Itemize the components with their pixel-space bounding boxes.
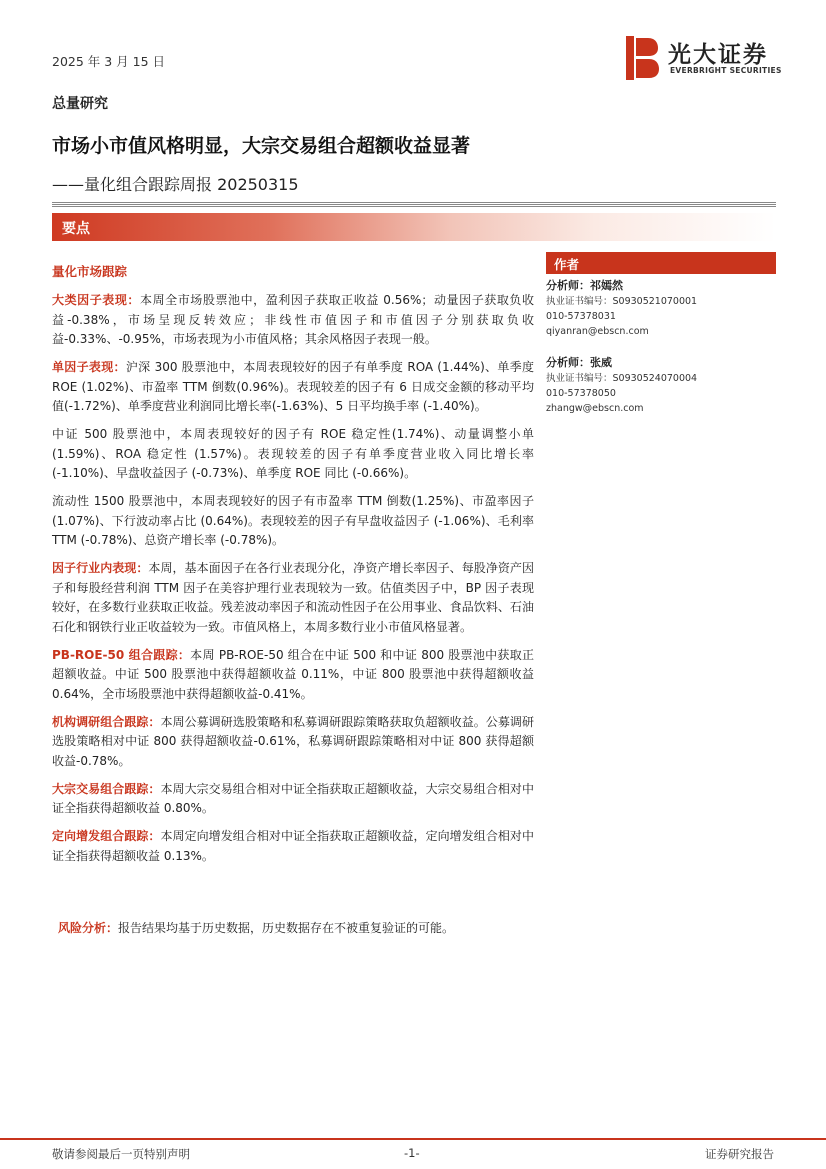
paragraph-industry-factors <box>52 559 534 637</box>
paragraph-major-factors <box>52 291 534 350</box>
analyst-phone: 010-57378050 <box>546 388 616 399</box>
report-subtitle: ——量化组合跟踪周报 20250315 <box>52 175 299 194</box>
brand-logo <box>626 36 782 80</box>
keypoints-banner <box>52 213 776 241</box>
paragraph-label: 机构调研组合跟踪： <box>52 714 161 729</box>
paragraph-text: 本周全市场股票池中，盈利因子获取正收益 0.56%；动量因子获取负收益-0.38%，市场呈现反转效应；非线性市值因子和市值因子分别获取负收益-0.33%、-0.95%，市场表现为小市值风格；其余风格因子表现一般。 <box>52 293 534 346</box>
footer-disclaimer: 敬请参阅最后一页特别声明 <box>52 1147 190 1161</box>
paragraph-label: PB-ROE-50 组合跟踪： <box>52 647 191 662</box>
paragraph-pb-roe-50 <box>52 646 534 705</box>
paragraph-single-factor-hs300 <box>52 358 534 417</box>
paragraph-label: 定向增发组合跟踪： <box>52 829 161 843</box>
footer-divider <box>0 1138 826 1140</box>
analyst-card <box>546 355 776 416</box>
report-title: 市场小市值风格明显，大宗交易组合超额收益显著 <box>52 135 471 157</box>
logo-english-name: EVERBRIGHT SECURITIES <box>670 66 782 75</box>
paragraph-text: 沪深 300 股票池中，本周表现较好的因子有单季度 ROA (1.44%)、单季度 ROE (1.02%)、市盈率 TTM 倒数(0.96%)。表现较差的因子有 6 日成交金额的移动平均值(-1.72%)、单季度营业利润同比增长率(-1.63%)、5 日平均换手率 (-1.40%)。 <box>52 360 534 413</box>
paragraph-label: 因子行业内表现： <box>52 561 149 575</box>
paragraph-private-placement <box>52 827 534 866</box>
header-divider <box>52 202 776 207</box>
analyst-email[interactable]: qiyanran@ebscn.com <box>546 326 649 337</box>
analyst-license: 执业证书编号：S0930521070001 <box>546 296 698 307</box>
page-number: -1- <box>404 1146 420 1160</box>
paragraph-label: 单因子表现： <box>52 360 126 374</box>
paragraph-single-factor-zz500 <box>52 425 534 484</box>
authors-header <box>546 252 776 274</box>
authors-panel <box>546 252 776 416</box>
paragraph-label: 大类因子表现： <box>52 293 141 307</box>
paragraph-text: 本周，基本面因子在各行业表现分化，净资产增长率因子、每股净资产因子和每股经营利润 TTM 因子在美容护理行业表现较为一致。估值类因子中，BP 因子表现较好，在多数行业获取正收益。残差波动率因子和流动性因子在公用事业、食品饮料、石油石化和钢铁行业正收益较为一致。市值风格上，本周多数行业小市值风格显著。 <box>52 561 534 634</box>
analyst-name: 分析师：祁嫣然 <box>546 279 623 292</box>
keypoints-label: 要点 <box>62 221 90 237</box>
paragraph-text: 本周公募调研选股策略和私募调研跟踪策略获取负超额收益。公募调研选股策略相对中证 800 获得超额收益-0.61%，私募调研跟踪策略相对中证 800 获得超额收益-0.78%。 <box>52 714 534 768</box>
paragraph-label: 大宗交易组合跟踪： <box>52 781 161 796</box>
paragraph-institutional-research <box>52 713 534 772</box>
risk-text: 报告结果均基于历史数据，历史数据存在不被重复验证的可能。 <box>118 921 455 935</box>
paragraph-text: 流动性 1500 股票池中，本周表现较好的因子有市盈率 TTM 倒数(1.25%)、市盈率因子(1.07%)、下行波动率占比 (0.64%)。表现较差的因子有早盘收益因子 (-1.06%)、毛利率 TTM (-0.78%)、总资产增长率 (-0.78%)。 <box>52 494 534 547</box>
paragraph-text: 本周定向增发组合相对中证全指获取正超额收益，定向增发组合相对中证全指获得超额收益 0.13%。 <box>52 829 534 863</box>
report-date: 2025 年 3 月 15 日 <box>52 54 166 69</box>
analyst-email[interactable]: zhangw@ebscn.com <box>546 403 644 414</box>
paragraph-text: 本周 PB-ROE-50 组合在中证 500 和中证 800 股票池中获取正超额收益。中证 500 股票池中获得超额收益 0.11%，中证 800 股票池中获得超额收益 0.64%，全市场股票池中获得超额收益-0.41%。 <box>52 647 534 701</box>
analyst-phone: 010-57378031 <box>546 311 616 322</box>
paragraph-single-factor-liquidity1500 <box>52 492 534 551</box>
analyst-license: 执业证书编号：S0930524070004 <box>546 373 698 384</box>
paragraph-text: 中证 500 股票池中，本周表现较好的因子有 ROE 稳定性(1.74%)、动量调整小单(1.59%)、ROA 稳定性 (1.57%)。表现较差的因子有单季度营业收入同比增长率(-1.10%)、早盘收益因子 (-0.73%)、单季度 ROE 同比 (-0.66%)。 <box>52 427 534 480</box>
paragraph-text: 本周大宗交易组合相对中证全指获取正超额收益，大宗交易组合相对中证全指获得超额收益 0.80%。 <box>52 781 534 815</box>
everbright-logo-icon <box>626 36 660 80</box>
authors-label: 作者 <box>554 257 580 272</box>
logo-chinese-name: 光大证券 <box>668 42 768 68</box>
report-category: 总量研究 <box>52 96 108 112</box>
risk-label: 风险分析： <box>58 921 119 935</box>
paragraph-block-trade <box>52 780 534 819</box>
section-title: 量化市场跟踪 <box>52 264 128 279</box>
footer-report-type: 证券研究报告 <box>705 1147 774 1161</box>
analyst-name: 分析师：张威 <box>546 356 612 369</box>
risk-analysis <box>58 919 528 938</box>
analyst-card <box>546 278 776 339</box>
main-content <box>52 262 534 875</box>
